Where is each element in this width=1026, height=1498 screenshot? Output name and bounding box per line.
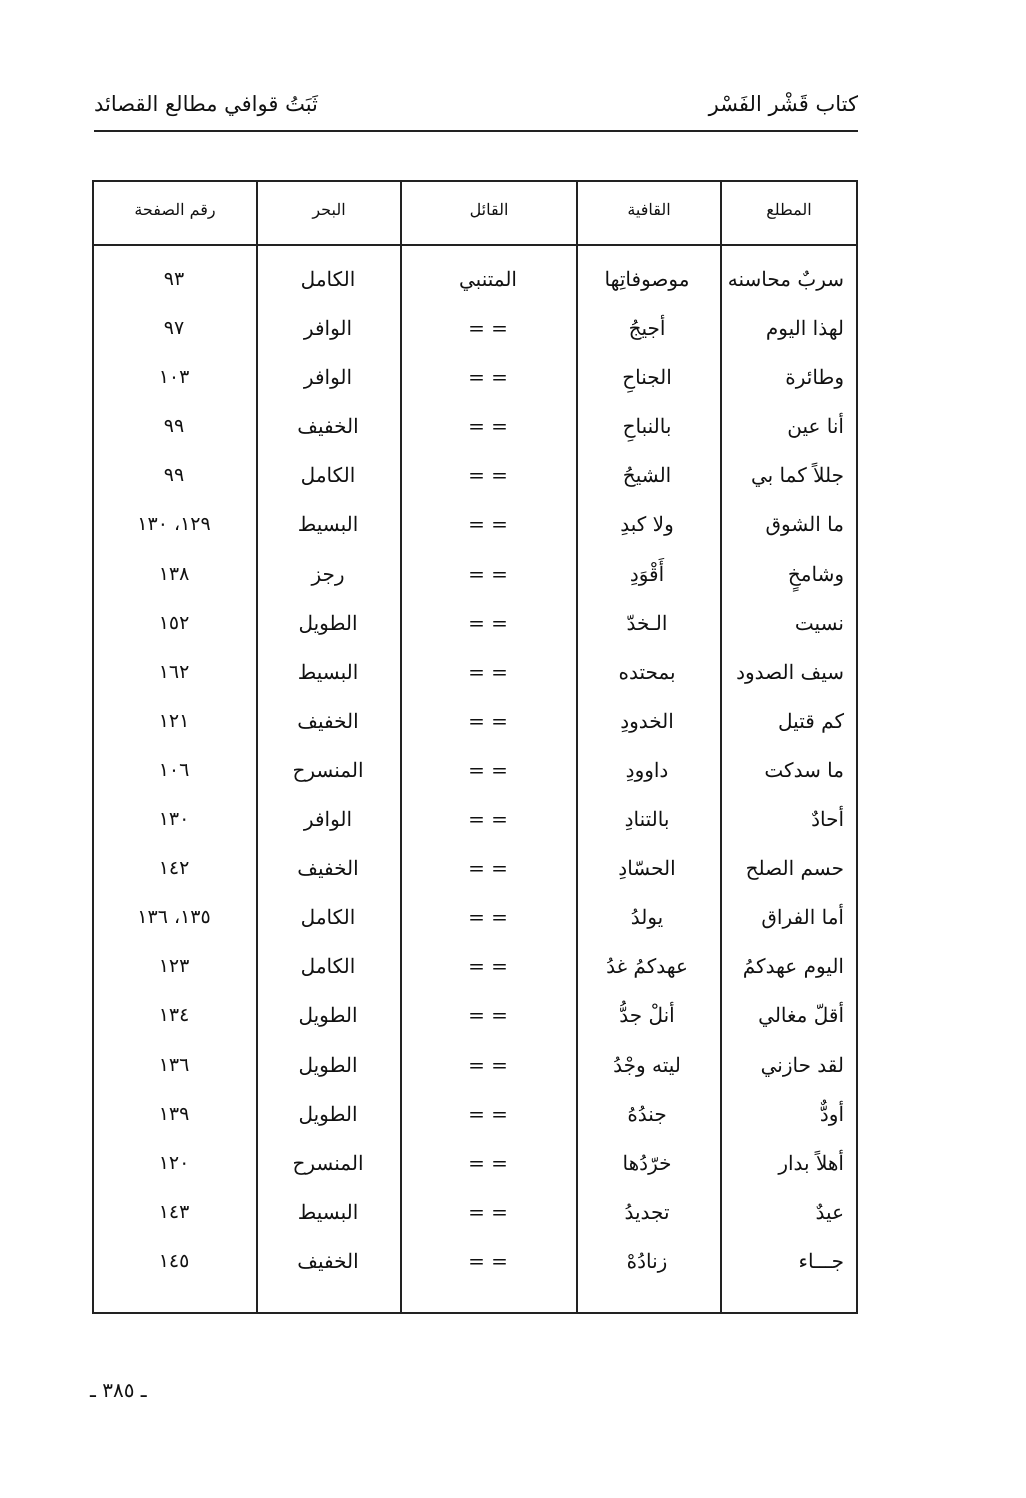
row-bahr: المنسرح [292, 757, 364, 782]
header-divider [94, 244, 856, 246]
row-page: ١٤٣ [158, 1200, 190, 1223]
table-row [94, 405, 856, 454]
table-row [94, 454, 856, 503]
table-row [94, 749, 856, 798]
column-header-qail: القائل [469, 200, 509, 219]
row-qail: = = [468, 512, 508, 537]
row-bahr: المنسرح [292, 1150, 364, 1175]
row-page: ١٣٤ [158, 1004, 190, 1027]
row-bahr: البسيط [297, 659, 359, 684]
row-page: ١٠٦ [158, 758, 190, 781]
row-page: ١٠٣ [158, 366, 190, 389]
row-matla: عيدٌ [815, 1199, 844, 1224]
row-matla: أحادٌ [811, 807, 844, 832]
row-qafiya: موصوفاتِها [604, 267, 690, 291]
table-body [94, 258, 856, 1289]
row-bahr: الكامل [300, 954, 356, 979]
table-row [94, 1044, 856, 1093]
row-matla: اليوم عهدكمُ [742, 954, 844, 979]
row-qail: = = [468, 954, 508, 979]
table-row [94, 994, 856, 1043]
row-qail: = = [468, 1003, 508, 1028]
table-row [94, 503, 856, 552]
table-row [94, 1093, 856, 1142]
row-matla: جـــاء [798, 1248, 844, 1273]
row-qafiya: جندُهُ [627, 1101, 667, 1126]
row-qafiya: أجيجُ [628, 316, 666, 341]
row-page: ١٤٢ [158, 857, 190, 880]
row-page: ١٣٦ [158, 1053, 190, 1076]
row-qail: = = [468, 708, 508, 733]
table-row [94, 1240, 856, 1289]
row-qafiya: داوودِ [625, 757, 669, 782]
row-qail: = = [468, 365, 508, 390]
row-qail: = = [468, 561, 508, 586]
column-header-page: رقم الصفحة [134, 200, 216, 219]
row-qail: = = [468, 463, 508, 488]
table-row [94, 1142, 856, 1191]
row-matla: ما الشوق [765, 512, 844, 537]
row-matla: وشامخٍ [787, 561, 844, 586]
row-page: ١٣٩ [158, 1102, 190, 1125]
row-bahr: الخفيف [297, 856, 359, 881]
row-bahr: رجز [311, 561, 345, 586]
row-qafiya: عهدكمُ غدُ [606, 954, 688, 979]
row-page: ٩٩ [163, 464, 185, 487]
row-qail: = = [468, 1052, 508, 1077]
row-qail: = = [468, 610, 508, 635]
row-bahr: الوافر [303, 316, 353, 341]
row-qail: = = [468, 414, 508, 439]
row-page: ١٢٩، ١٣٠ [137, 513, 211, 536]
row-qail: = = [468, 659, 508, 684]
row-matla: أودٌّ [819, 1101, 844, 1126]
table-row [94, 847, 856, 896]
row-matla: ما سدكت [764, 757, 844, 782]
row-qail: = = [468, 856, 508, 881]
row-qafiya: أَقْوَدِ [629, 561, 665, 586]
row-page: ٩٩ [163, 415, 185, 438]
row-qail: = = [468, 757, 508, 782]
row-page: ١٦٢ [158, 660, 190, 683]
column-header-qafiya: القافية [627, 200, 671, 219]
row-qafiya: خرّدُها [622, 1150, 672, 1175]
row-qafiya: يولدُ [630, 905, 664, 930]
row-qafiya: الشيحُ [622, 463, 672, 488]
row-matla: جللاً كما بي [750, 463, 844, 488]
row-qafiya: زنادُهْ [626, 1248, 668, 1273]
row-qafiya: بالنباحِ [622, 414, 672, 439]
table-row [94, 945, 856, 994]
row-bahr: البسيط [297, 1199, 359, 1224]
table-row [94, 602, 856, 651]
row-bahr: الخفيف [297, 708, 359, 733]
row-bahr: الوافر [303, 807, 353, 832]
row-page: ١٤٥ [158, 1249, 190, 1272]
row-bahr: الوافر [303, 365, 353, 390]
table-row [94, 798, 856, 847]
table-row [94, 356, 856, 405]
row-qail: = = [468, 1101, 508, 1126]
row-matla: حسم الصلح [745, 856, 844, 881]
row-matla: كم قتيل [778, 708, 844, 733]
row-matla: وطائرة [785, 365, 844, 390]
row-qail: = = [468, 905, 508, 930]
row-bahr: الكامل [300, 267, 356, 291]
row-matla: لقد حازني [760, 1052, 844, 1077]
row-qafiya: تجديدُ [624, 1199, 670, 1224]
row-matla: لهذا اليوم [765, 316, 844, 341]
table-row [94, 1191, 856, 1240]
row-qafiya: بالتنادِ [624, 807, 670, 832]
row-matla: أقلّ مغالي [758, 1003, 844, 1028]
column-header-bahr: البحر [312, 200, 346, 219]
row-matla: سربٌ محاسنه [727, 267, 844, 291]
row-qail: المتنبي [459, 267, 517, 291]
row-qafiya: الخدودِ [620, 708, 674, 733]
section-title: ثَبَتُ قوافي مطالع القصائد [94, 92, 318, 116]
book-title: كتاب قَشْر الفَسْر [708, 92, 858, 116]
column-header-matla: المطلع [766, 200, 812, 219]
running-head [94, 86, 858, 132]
rhyme-index-table [92, 180, 858, 1314]
row-qafiya: ليته وجْدُ [613, 1052, 681, 1077]
row-bahr: الكامل [300, 905, 356, 930]
row-bahr: الطويل [298, 610, 358, 635]
row-page: ٩٧ [163, 317, 185, 340]
row-matla: نسيت [794, 610, 844, 635]
row-qail: = = [468, 807, 508, 832]
row-matla: أنا عين [787, 414, 844, 439]
table-row [94, 258, 856, 307]
row-qafiya: الحسّادِ [618, 856, 676, 881]
row-bahr: الخفيف [297, 414, 359, 439]
row-qail: = = [468, 316, 508, 341]
row-page: ١٣٥، ١٣٦ [137, 906, 211, 929]
row-qail: = = [468, 1199, 508, 1224]
row-bahr: الطويل [298, 1101, 358, 1126]
row-matla: سيف الصدود [736, 659, 844, 684]
row-page: ١٢١ [158, 709, 190, 732]
row-qafiya: الجناحِ [622, 365, 672, 390]
page-number: ـ ٣٨٥ ـ [90, 1378, 147, 1402]
table-row [94, 307, 856, 356]
row-bahr: الخفيف [297, 1248, 359, 1273]
row-page: ١٥٢ [158, 611, 190, 634]
row-bahr: الكامل [300, 463, 356, 488]
table-row [94, 896, 856, 945]
table-row [94, 651, 856, 700]
row-page: ١٢٠ [158, 1151, 190, 1174]
row-qail: = = [468, 1248, 508, 1273]
row-page: ٩٣ [163, 268, 185, 290]
table-row [94, 700, 856, 749]
row-page: ١٣٠ [158, 808, 190, 831]
row-bahr: الطويل [298, 1003, 358, 1028]
row-qafiya: بمحتده [618, 659, 676, 684]
row-qafiya: أنلْ جدُّ [619, 1003, 675, 1028]
row-qafiya: ولا كبدِ [620, 512, 674, 537]
row-bahr: الطويل [298, 1052, 358, 1077]
table-row [94, 553, 856, 602]
row-page: ١٢٣ [158, 955, 190, 978]
row-matla: أهلاً بدار [778, 1150, 844, 1175]
row-qail: = = [468, 1150, 508, 1175]
row-page: ١٣٨ [158, 562, 190, 585]
row-matla: أما الفراق [761, 905, 844, 930]
row-bahr: البسيط [297, 512, 359, 537]
row-qafiya: الـخدّ [626, 610, 668, 635]
